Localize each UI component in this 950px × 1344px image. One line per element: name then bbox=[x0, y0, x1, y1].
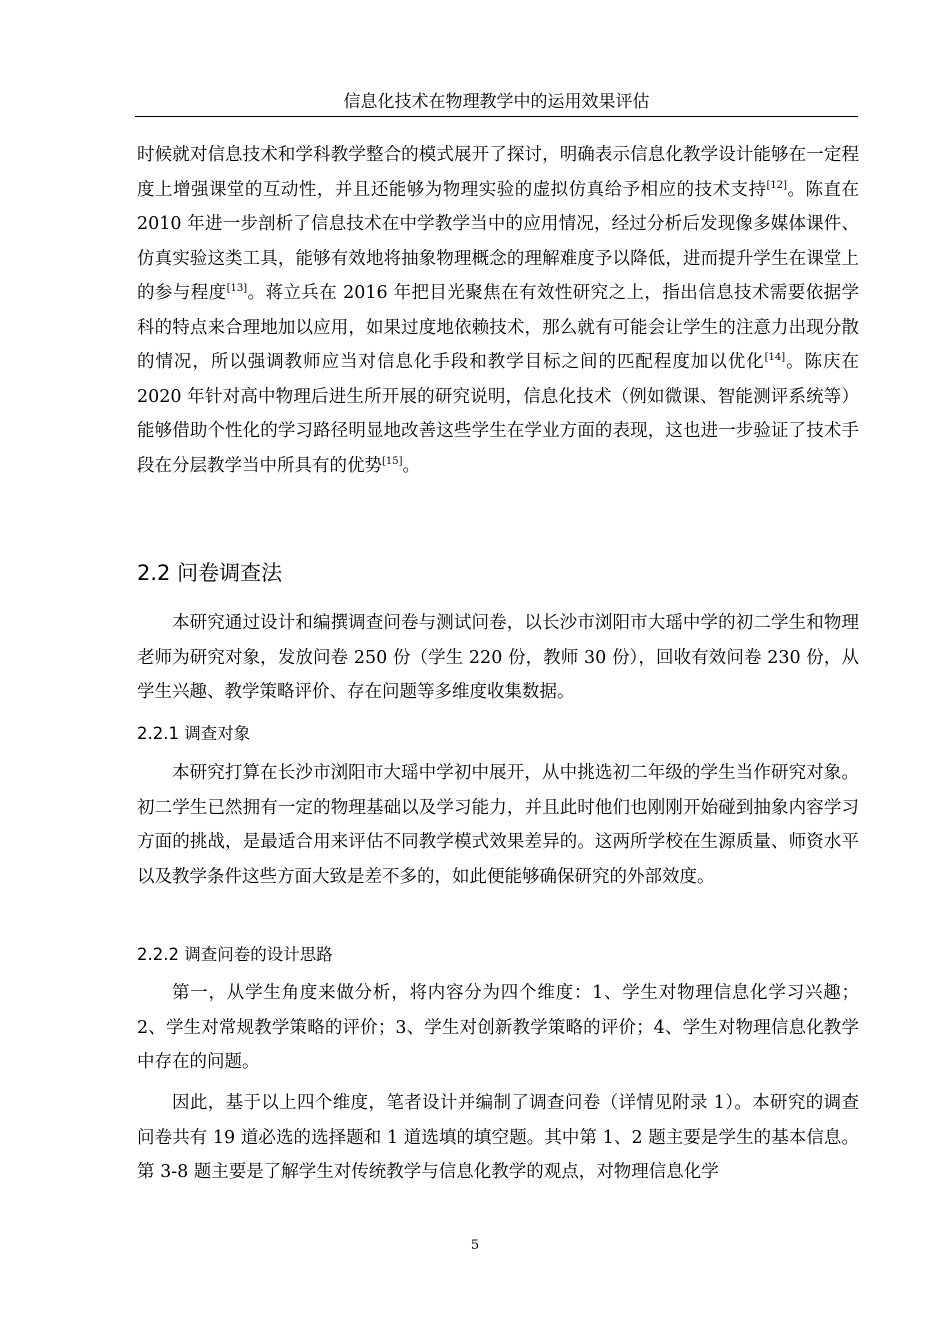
paragraph-text: 。陈庆在 2020 年针对高中物理后进生所开展的研究说明，信息化技术（例如微课、智能测评系统等）能够借助个性化的学习路径明显地改善这些学生在学业方面的表现，这也进一步验证了技术手段在分层教学当中所具有的优势 bbox=[137, 352, 860, 476]
citation-ref: [14] bbox=[764, 352, 786, 364]
paragraph-2-2: 本研究通过设计和编撰调查问卷与测试问卷，以长沙市浏阳市大瑶中学的初二学生和物理老师为研究对象，发放问卷 250 份（学生 220 份，教师 30 份），回收有效问卷 230 份，从学生兴趣、教学策略评价、存在问题等多维度收集数据。 bbox=[137, 613, 859, 702]
paragraph-text: 。 bbox=[402, 455, 421, 476]
section-heading-2-2-2: 2.2.2 调查问卷的设计思路 bbox=[137, 945, 333, 964]
paragraph-2-2-2-first: 第一，从学生角度来做分析，将内容分为四个维度：1、学生对物理信息化学习兴趣；2、学生对常规教学策略的评价；3、学生对创新教学策略的评价；4、学生对物理信息化教学中存在的问题。 bbox=[137, 983, 859, 1072]
paragraph-text: 。陈直在 2010 年进一步剖析了信息技术在中学教学当中的应用情况，经过分析后发现像多媒体课件、仿真实验这类工具，能够有效地将抽象物理概念的理解难度予以降低，进而提升学生在课堂上的参与程度 bbox=[137, 179, 860, 303]
citation-ref: [13] bbox=[226, 283, 248, 295]
running-header: 信息化技术在物理教学中的运用效果评估 bbox=[135, 92, 858, 117]
paragraph-text: 时候就对信息技术和学科教学整合的模式展开了探讨，明确表示信息化教学设计能够在一定程度上增强课堂的互动性，并且还能够为物理实验的虚拟仿真给予相应的技术支持 bbox=[137, 145, 859, 200]
paragraph-literature-review bbox=[137, 138, 859, 483]
paragraph-2-2-2-second: 因此，基于以上四个维度，笔者设计并编制了调查问卷（详情见附录 1）。本研究的调查问卷共有 19 道必选的选择题和 1 道选填的填空题。其中第 1、2 题主要是学生的基本信息。第 3-8 题主要是了解学生对传统教学与信息化教学的观点，对物理信息化学 bbox=[137, 1093, 859, 1182]
paragraph-2-2-1: 本研究打算在长沙市浏阳市大瑶中学初中展开，从中挑选初二年级的学生当作研究对象。初二学生已然拥有一定的物理基础以及学习能力，并且此时他们也刚刚开始碰到抽象内容学习方面的挑战，是最适合用来评估不同教学模式效果差异的。这两所学校在生源质量、师资水平以及教学条件这些方面大致是差不多的，如此便能够确保研究的外部效度。 bbox=[137, 763, 859, 887]
section-heading-2-2-1: 2.2.1 调查对象 bbox=[137, 724, 251, 743]
citation-ref: [12] bbox=[766, 179, 788, 191]
paragraph-text: 。蒋立兵在 2016 年把目光聚焦在有效性研究之上，指出信息技术需要依据学科的特点来合理地加以应用，如果过度地依赖技术，那么就有可能会让学生的注意力出现分散的情况，所以强调教师应当对信息化手段和教学目标之间的匹配程度加以优化 bbox=[137, 283, 859, 372]
section-heading-2-2: 2.2 问卷调查法 bbox=[137, 561, 283, 585]
citation-ref: [15] bbox=[382, 455, 403, 467]
page-number: 5 bbox=[470, 1238, 480, 1253]
